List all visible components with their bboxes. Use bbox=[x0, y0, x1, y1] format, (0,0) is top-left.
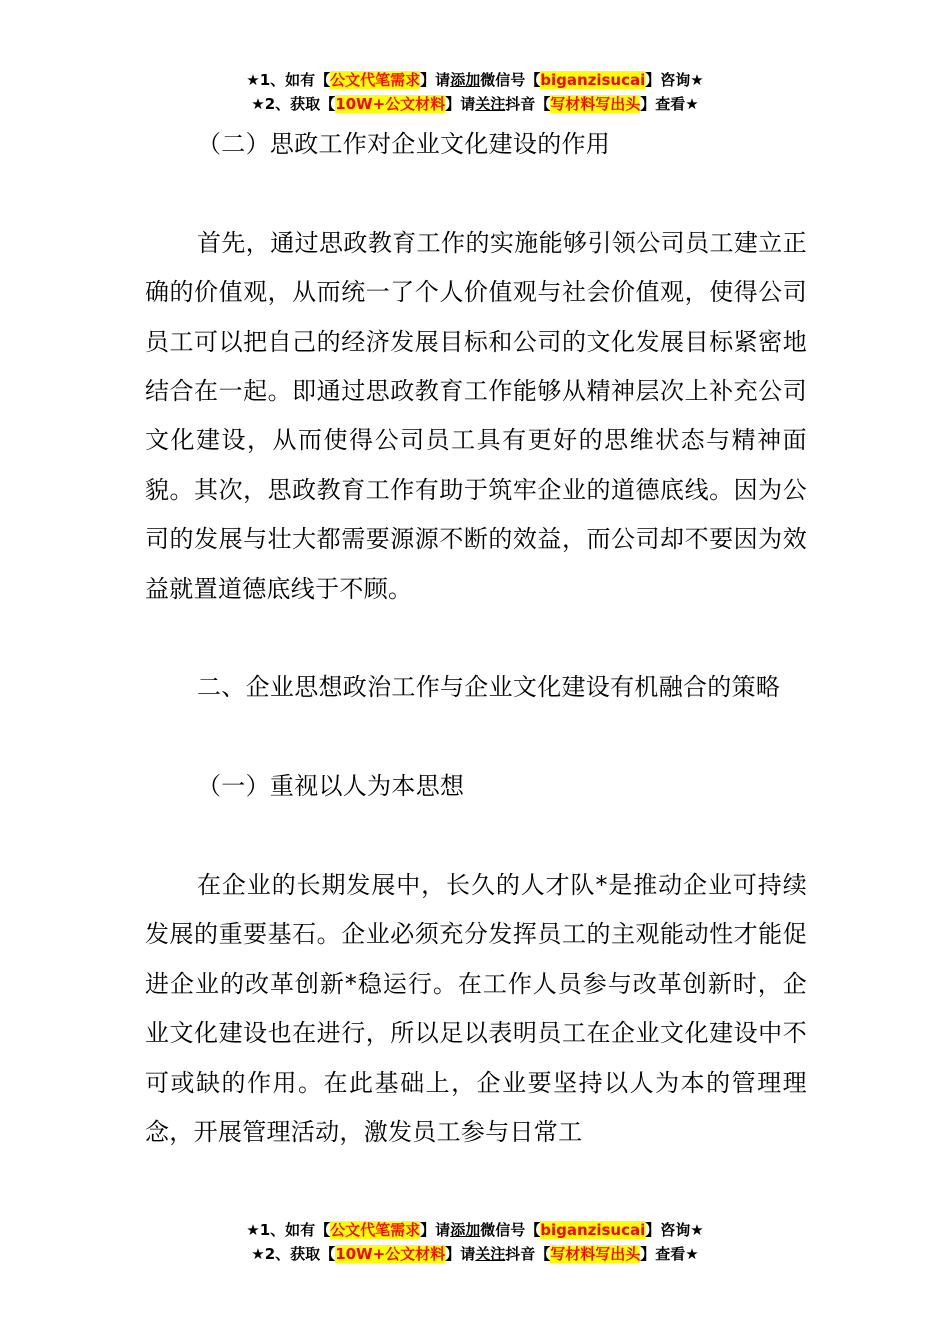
spacer bbox=[145, 812, 807, 861]
banner-line-2 bbox=[0, 1242, 950, 1266]
banner-text: ★1、如有【 bbox=[246, 1221, 331, 1239]
banner-highlight: 写材料写出头 bbox=[550, 1245, 641, 1263]
banner-underline: 关注 bbox=[475, 1245, 506, 1263]
header-banner bbox=[0, 68, 950, 116]
banner-highlight: biganzisucai bbox=[540, 71, 646, 89]
banner-highlight: 公文代笔需求 bbox=[330, 71, 421, 89]
banner-underline: 添加 bbox=[450, 1221, 481, 1239]
banner-highlight: 公文代笔需求 bbox=[330, 1221, 421, 1239]
banner-text: ★2、获取【 bbox=[251, 1245, 336, 1263]
banner-text: 】请 bbox=[420, 71, 451, 89]
banner-text: 】咨询★ bbox=[645, 71, 704, 89]
banner-line-2 bbox=[0, 92, 950, 116]
banner-text: 微信号【 bbox=[480, 71, 541, 89]
banner-text: 】咨询★ bbox=[645, 1221, 704, 1239]
banner-text: 】查看★ bbox=[640, 95, 699, 113]
banner-line-1 bbox=[0, 1218, 950, 1242]
section-heading-2: 二、企业思想政治工作与企业文化建设有机融合的策略 bbox=[197, 673, 781, 702]
footer-banner bbox=[0, 1218, 950, 1266]
banner-text: 】请 bbox=[420, 1221, 451, 1239]
banner-text: 】请 bbox=[445, 1245, 476, 1263]
subheading-1: （一）重视以人为本思想 bbox=[197, 772, 465, 801]
banner-text: ★1、如有【 bbox=[246, 71, 331, 89]
spacer bbox=[145, 614, 807, 663]
paragraph-1: 首先，通过思政教育工作的实施能够引领公司员工建立正确的价值观，从而统一了个人价值观与社会价值观，使得公司员工可以把自己的经济发展目标和公司的文化发展目标紧密地结合在一起。即通过思政教育工作能够从精神层次上补充公司文化建设，从而使得公司员工具有更好的思维状态与精神面貌。其次，思政教育工作有助于筑牢企业的道德底线。因为公司的发展与壮大都需要源源不断的效益，而公司却不要因为效益就置道德底线于不顾。 bbox=[145, 228, 807, 603]
document-body bbox=[145, 120, 807, 1157]
spacer bbox=[145, 169, 807, 218]
banner-text: 微信号【 bbox=[480, 1221, 541, 1239]
banner-highlight: 10W+公文材料 bbox=[335, 1245, 446, 1263]
banner-underline: 关注 bbox=[475, 95, 506, 113]
banner-highlight: 10W+公文材料 bbox=[335, 95, 446, 113]
banner-highlight: 写材料写出头 bbox=[550, 95, 641, 113]
banner-line-1 bbox=[0, 68, 950, 92]
banner-text: 】查看★ bbox=[640, 1245, 699, 1263]
banner-highlight: biganzisucai bbox=[540, 1221, 646, 1239]
subheading-2: （二）思政工作对企业文化建设的作用 bbox=[197, 130, 611, 158]
paragraph-2: 在企业的长期发展中，长久的人才队*是推动企业可持续发展的重要基石。企业必须充分发挥员工的主观能动性才能促进企业的改革创新*稳运行。在工作人员参与改革创新时，企业文化建设也在进行，所以足以表明员工在企业文化建设中不可或缺的作用。在此基础上，企业要坚持以人为本的管理理念，开展管理活动，激发员工参与日常工 bbox=[145, 871, 807, 1147]
spacer bbox=[145, 713, 807, 762]
banner-text: ★2、获取【 bbox=[251, 95, 336, 113]
banner-text: 抖音【 bbox=[505, 95, 551, 113]
banner-text: 】请 bbox=[445, 95, 476, 113]
banner-text: 抖音【 bbox=[505, 1245, 551, 1263]
banner-underline: 添加 bbox=[450, 71, 481, 89]
